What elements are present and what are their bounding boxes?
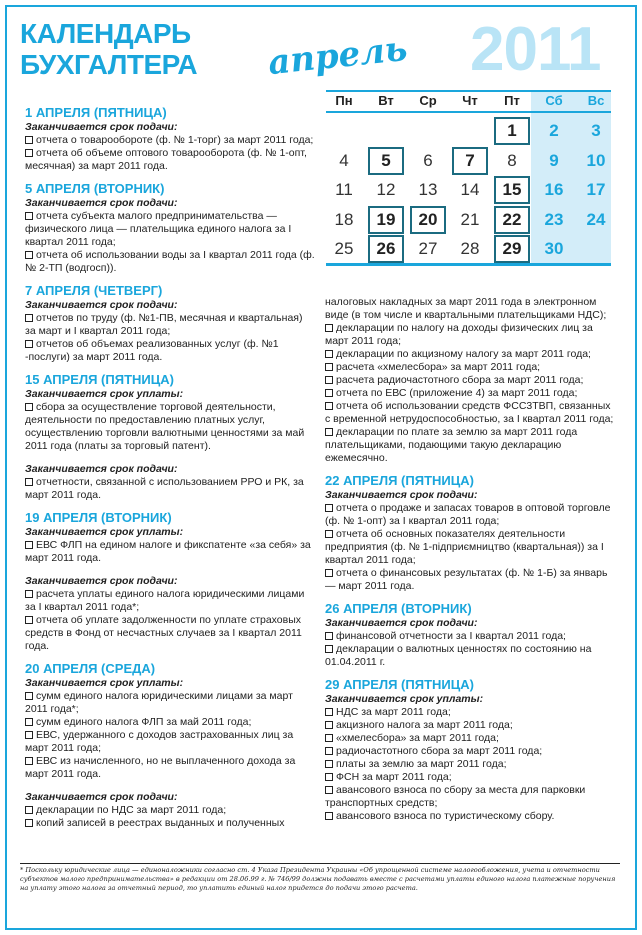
calendar-bottom-rule (326, 263, 611, 266)
calendar-day: 6 (423, 150, 433, 170)
checklist-item: сумм единого налога юридическими лицами за март 2011 года*; (25, 690, 293, 715)
checkbox-icon (25, 819, 33, 827)
calendar-day: 3 (591, 121, 601, 140)
title-line-2: БУХГАЛТЕРА (20, 49, 198, 80)
calendar-day: 18 (334, 209, 354, 229)
checklist-item: отчета по ЕВС (приложение 4) за март 2011 года; (325, 387, 617, 400)
deadline-section (25, 510, 315, 653)
weekday-header: Чт (462, 93, 478, 108)
checkbox-icon (325, 569, 333, 577)
checkbox-icon (325, 721, 333, 729)
calendar-day: 11 (335, 180, 353, 199)
calendar-day: 4 (339, 150, 349, 170)
footnote-rule (20, 863, 620, 864)
checkbox-icon (25, 692, 33, 700)
section-date-heading: 20 АПРЕЛЯ (СРЕДА) (25, 661, 156, 676)
checkbox-icon (25, 718, 33, 726)
checkbox-icon (325, 812, 333, 820)
section-date-heading: 15 АПРЕЛЯ (ПЯТНИЦА) (25, 372, 174, 387)
deadline-label: Заканчивается срок подачи: (25, 197, 178, 209)
checkbox-icon (325, 632, 333, 640)
checkbox-icon (25, 731, 33, 739)
checkbox-icon (325, 376, 333, 384)
checklist-item: авансового взноса по сбору за места для парковки транспортных средств; (325, 784, 586, 809)
weekday-header: Пн (335, 93, 353, 108)
calendar-day: 16 (544, 180, 564, 199)
checklist-item: отчета о финансовых результатах (ф. № 1-Б) за январь — март 2011 года. (325, 567, 608, 592)
checklist-item: сумм единого налога ФЛП за май 2011 года; (25, 716, 315, 729)
calendar-day: 27 (418, 239, 438, 258)
checkbox-icon (325, 402, 333, 410)
checkbox-icon (25, 590, 33, 598)
spacer (25, 781, 315, 791)
checklist-item: платы за землю за март 2011 года; (325, 758, 617, 771)
checkbox-icon (325, 350, 333, 358)
checklist-item: расчета радиочастотного сбора за март 2011 года; (325, 374, 617, 387)
weekday-header: Сб (545, 93, 563, 108)
section-date-heading: 1 АПРЕЛЯ (ПЯТНИЦА) (25, 105, 167, 120)
checklist-item: НДС за март 2011 года; (325, 706, 617, 719)
checklist-item: сбора за осуществление торговой деятельности, деятельности по предоставлению платных услуг, осуществлению торговли валютными ценностями за май 2011 года (платы за торговый патент). (25, 401, 305, 452)
calendar-day: 30 (544, 239, 564, 258)
month-name: апрель (266, 28, 410, 84)
checklist-item: отчетности, связанной с использованием РРО и РК, за март 2011 года. (25, 476, 304, 501)
calendar-day: 2 (549, 121, 559, 140)
checklist-item: отчета об использовании воды за I квартал 2011 года (ф. № 2-ТП (водгосп)). (25, 249, 315, 274)
calendar-day: 20 (410, 206, 446, 234)
checklist-item: ФСН за март 2011 года; (325, 771, 617, 784)
checklist-item: расчета уплаты единого налога юридическими лицами за I квартал 2011 года*; (25, 588, 305, 613)
deadline-label: Заканчивается срок уплаты: (25, 388, 184, 400)
deadline-section (25, 283, 315, 364)
checkbox-icon (325, 773, 333, 781)
checklist-item: декларации по плате за землю за март 2011 года плательщиками, подающими такую декларацию ежемесячно. (325, 426, 578, 464)
calendar-day: 14 (460, 180, 480, 199)
calendar-day: 19 (368, 206, 404, 234)
checkbox-icon (25, 251, 33, 259)
checklist-item: финансовой отчетности за I квартал 2011 года; (325, 630, 617, 643)
checkbox-icon (25, 314, 33, 322)
calendar-day: 13 (418, 180, 438, 199)
checkbox-icon (325, 389, 333, 397)
checklist-item: отчета об использовании средств ФСС3ТВП, связанных с временной нетрудоспособностью, за I квартал 2011 года; (325, 400, 614, 425)
checklist-item: отчета об объеме оптового товарооборота (ф. № 1-опт, месячная) за март 2011 года. (25, 147, 307, 172)
checklist-item: ЕВС, удержанного с доходов застрахованных лиц за март 2011 года; (25, 729, 294, 754)
calendar-day: 26 (368, 235, 404, 263)
checklist-item: радиочастотного сбора за март 2011 года; (325, 745, 617, 758)
deadlines-column-left (25, 103, 315, 838)
deadline-section (25, 372, 315, 502)
weekday-header: Пт (504, 93, 520, 108)
page-title (20, 18, 197, 80)
checkbox-icon (25, 757, 33, 765)
weekday-header: Вт (378, 93, 394, 108)
checklist-item: отчетов об объемах реализованных услуг (ф. №1 -послуги) за март 2011 года. (25, 338, 279, 363)
deadline-label: Заканчивается срок уплаты: (25, 526, 184, 538)
section-date-heading: 22 АПРЕЛЯ (ПЯТНИЦА) (325, 473, 474, 488)
checklist-item: отчета об основных показателях деятельности предприятия (ф. № 1-підприємництво (квартальная)) за I квартал 2011 года; (325, 528, 604, 566)
calendar-day: 12 (376, 180, 396, 199)
deadline-section (25, 105, 315, 173)
deadline-section (25, 661, 315, 830)
checkbox-icon (25, 136, 33, 144)
checklist-item: ЕВС ФЛП на едином налоге и фикспатенте «за себя» за март 2011 года. (25, 539, 311, 564)
calendar-day: 1 (494, 117, 530, 145)
checkbox-icon (25, 340, 33, 348)
checkbox-icon (325, 530, 333, 538)
deadlines-column-right (325, 296, 617, 831)
section-date-heading: 5 АПРЕЛЯ (ВТОРНИК) (25, 181, 165, 196)
deadline-label: Заканчивается срок уплаты: (325, 693, 484, 705)
checklist-item: декларации по налогу на доходы физических лиц за март 2011 года; (325, 322, 593, 347)
checklist-item: ЕВС из начисленного, но не выплаченного дохода за март 2011 года. (25, 755, 296, 780)
checkbox-icon (25, 478, 33, 486)
checkbox-icon (25, 616, 33, 624)
calendar-day: 28 (460, 239, 480, 258)
checkbox-icon (25, 403, 33, 411)
calendar-day: 21 (460, 209, 480, 229)
year: 2011 (470, 15, 601, 84)
deadline-section-continued (325, 322, 617, 465)
checklist-item: «хмелесбора» за март 2011 года; (325, 732, 617, 745)
calendar-day: 7 (452, 147, 488, 175)
section-date-heading: 19 АПРЕЛЯ (ВТОРНИК) (25, 510, 172, 525)
checklist-item: копий записей в реестрах выданных и полученных (25, 817, 315, 830)
deadline-section (325, 677, 617, 823)
checklist-item: декларации по акцизному налогу за март 2011 года; (325, 348, 617, 361)
section-date-heading: 26 АПРЕЛЯ (ВТОРНИК) (325, 601, 472, 616)
title-line-1: КАЛЕНДАРЬ (20, 18, 191, 49)
section-date-heading: 29 АПРЕЛЯ (ПЯТНИЦА) (325, 677, 474, 692)
checklist-item: отчета об уплате задолженности по уплате страховых средств в Фонд от несчастных случаев за I квартал 2011 года. (25, 614, 302, 652)
checkbox-icon (325, 786, 333, 794)
checkbox-icon (325, 734, 333, 742)
checklist-item: отчетов по труду (ф. №1-ПВ, месячная и квартальная) за март и I квартал 2011 года; (25, 312, 303, 337)
checkbox-icon (325, 504, 333, 512)
calendar-day: 23 (544, 209, 564, 229)
checklist-item: отчета о продаже и запасах товаров в оптовой торговле (ф. № 1-опт) за I квартал 2011 года; (325, 502, 611, 527)
checkbox-icon (325, 760, 333, 768)
spacer (25, 453, 315, 463)
deadline-section (25, 181, 315, 275)
checkbox-icon (25, 806, 33, 814)
calendar-day: 17 (586, 180, 606, 199)
weekday-header: Ср (419, 93, 437, 108)
checklist-item: отчета субъекта малого предпринимательства — физического лица — плательщика единого налога за I квартал 2011 года; (25, 210, 292, 248)
deadline-label: Заканчивается срок подачи: (25, 121, 178, 133)
checklist-item: авансового взноса по туристическому сбору. (325, 810, 617, 823)
checklist-item: декларации по НДС за март 2011 года; (25, 804, 315, 817)
calendar-day: 10 (586, 150, 606, 170)
weekday-header: Вс (587, 93, 605, 108)
deadline-label: Заканчивается срок подачи: (25, 791, 178, 803)
calendar-day: 29 (494, 235, 530, 263)
calendar-day: 24 (586, 209, 606, 229)
calendar-day: 25 (334, 239, 354, 258)
checklist-item: отчета о товарообороте (ф. № 1-торг) за март 2011 года; (25, 134, 315, 147)
calendar-day: 8 (507, 150, 517, 170)
checkbox-icon (25, 149, 33, 157)
deadline-label: Заканчивается срок подачи: (325, 617, 478, 629)
checkbox-icon (325, 324, 333, 332)
continued-text: налоговых накладных за март 2011 года в электронном виде (в том числе и квартальными плательщиками НДС); (325, 296, 607, 321)
deadline-label: Заканчивается срок уплаты: (25, 677, 184, 689)
checkbox-icon (325, 428, 333, 436)
calendar-header-rule (326, 111, 611, 113)
deadline-section (325, 601, 617, 669)
deadline-section (325, 473, 617, 593)
deadline-label: Заканчивается срок подачи: (25, 299, 178, 311)
checklist-item: акцизного налога за март 2011 года; (325, 719, 617, 732)
calendar-day: 22 (494, 206, 530, 234)
deadline-label: Заканчивается срок подачи: (25, 575, 178, 587)
checkbox-icon (325, 747, 333, 755)
section-date-heading: 7 АПРЕЛЯ (ЧЕТВЕРГ) (25, 283, 163, 298)
checkbox-icon (25, 541, 33, 549)
calendar-day: 15 (494, 176, 530, 204)
checkbox-icon (25, 212, 33, 220)
checkbox-icon (325, 645, 333, 653)
footnote: * Поскольку юридические лица — единоналожники согласно ст. 4 Указа Президента Украины «Об упрощенной системе налогообложения, учета и отчетности субъектов малого предпринимательства» в редакции от 28.06.99 г. № 746/99 должны подавать вместе с расчетами уплаты единого налога платежные поручения на уплату этого налога за отчетный период, то уплатить единый налог придется до подачи этого расчета. (20, 866, 616, 892)
calendar-day: 9 (549, 150, 559, 170)
spacer (25, 565, 315, 575)
checkbox-icon (325, 363, 333, 371)
checklist-item: декларации о валютных ценностях по состоянию на 01.04.2011 г. (325, 643, 592, 668)
checklist-item: расчета «хмелесбора» за март 2011 года; (325, 361, 617, 374)
deadline-label: Заканчивается срок подачи: (325, 489, 478, 501)
deadline-label: Заканчивается срок подачи: (25, 463, 178, 475)
calendar-day: 5 (368, 147, 404, 175)
checkbox-icon (325, 708, 333, 716)
